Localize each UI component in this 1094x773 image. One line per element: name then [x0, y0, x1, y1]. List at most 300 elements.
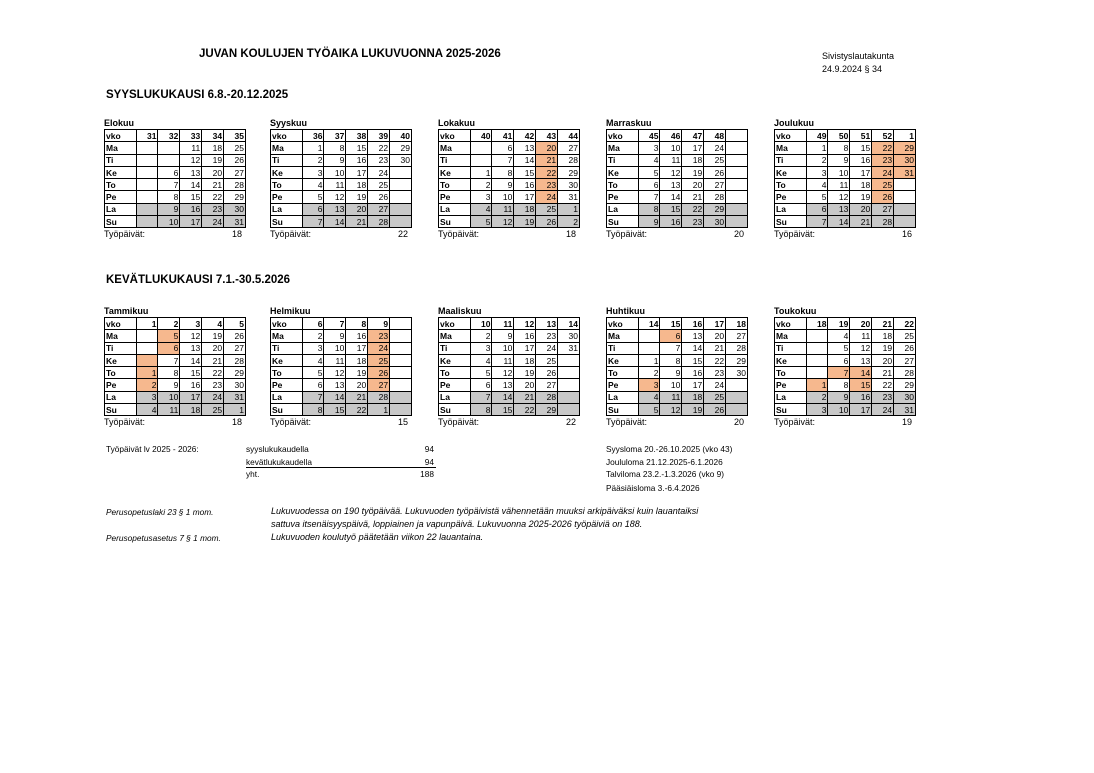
month-table: [104, 129, 246, 228]
day-cell: [806, 354, 828, 366]
week-number: 39: [368, 130, 390, 142]
day-cell: 9: [660, 367, 682, 379]
day-cell: 26: [368, 191, 390, 203]
day-label: Ti: [775, 154, 807, 166]
week-header-label: vko: [775, 318, 807, 330]
day-cell: 26: [224, 154, 246, 166]
day-cell: 8: [828, 142, 850, 154]
month-tammikuu: [104, 305, 246, 428]
day-cell: 17: [850, 166, 872, 178]
day-label: La: [439, 391, 471, 403]
day-row: [607, 391, 748, 403]
holiday-day-cell: 6: [158, 342, 180, 354]
day-cell: [136, 191, 158, 203]
day-cell: [806, 367, 828, 379]
week-header-label: vko: [105, 318, 137, 330]
note-text-1b: sattuva itsenäisyyspäivä, loppiainen ja vapunpäivä. Lukuvuonna 2025-2026 työpäiviä on 188.: [271, 519, 643, 529]
day-cell: 6: [302, 203, 324, 215]
day-cell: 22: [368, 142, 390, 154]
day-cell: 18: [514, 354, 536, 366]
day-cell: 7: [470, 391, 492, 403]
day-cell: 20: [346, 203, 368, 215]
day-cell: [558, 404, 580, 416]
day-cell: [390, 354, 412, 366]
day-cell: 21: [202, 354, 224, 366]
day-cell: 14: [660, 191, 682, 203]
day-cell: 3: [302, 342, 324, 354]
day-label: Ma: [607, 142, 639, 154]
day-label: Ke: [271, 354, 303, 366]
workdays-label: Työpäivät:: [104, 417, 146, 428]
day-cell: 24: [704, 142, 726, 154]
summary-label: Työpäivät lv 2025 - 2026:: [106, 444, 199, 454]
day-label: Ke: [271, 166, 303, 178]
day-cell: 8: [302, 404, 324, 416]
summary-autumn-label: syyslukukaudella: [246, 444, 309, 454]
day-cell: 21: [202, 179, 224, 191]
day-cell: 30: [558, 330, 580, 342]
day-row: [439, 191, 580, 203]
day-cell: 19: [346, 191, 368, 203]
holiday-day-cell: 2: [136, 379, 158, 391]
decision-date: 24.9.2024 § 34: [822, 64, 883, 74]
day-cell: 25: [224, 142, 246, 154]
day-row: [439, 166, 580, 178]
day-cell: 10: [492, 191, 514, 203]
day-label: La: [105, 391, 137, 403]
week-number: 40: [390, 130, 412, 142]
day-cell: 7: [302, 216, 324, 228]
day-cell: 1: [638, 354, 660, 366]
day-cell: 24: [536, 342, 558, 354]
day-cell: 3: [638, 142, 660, 154]
day-cell: 21: [346, 391, 368, 403]
day-cell: 28: [872, 216, 894, 228]
day-label: To: [105, 367, 137, 379]
workdays-label: Työpäivät:: [104, 229, 146, 240]
week-number: 42: [514, 130, 536, 142]
day-row: [439, 203, 580, 215]
week-number: 44: [558, 130, 580, 142]
workdays-label: Työpäivät:: [438, 417, 480, 428]
workdays-label: Työpäivät:: [774, 417, 816, 428]
day-cell: 14: [324, 391, 346, 403]
day-cell: 23: [368, 154, 390, 166]
day-cell: 29: [224, 191, 246, 203]
day-cell: 16: [660, 216, 682, 228]
day-cell: 15: [492, 404, 514, 416]
day-cell: 22: [514, 404, 536, 416]
day-cell: 19: [514, 216, 536, 228]
day-label: Pe: [105, 379, 137, 391]
day-row: [775, 367, 916, 379]
autumn-term-title: SYYSLUKUKAUSI 6.8.-20.12.2025: [106, 89, 289, 101]
day-cell: 21: [346, 216, 368, 228]
day-cell: 11: [492, 203, 514, 215]
day-row: [271, 191, 412, 203]
day-label: Su: [607, 216, 639, 228]
day-row: [271, 330, 412, 342]
day-row: [105, 142, 246, 154]
day-cell: [390, 404, 412, 416]
day-cell: 2: [470, 330, 492, 342]
note-text-1a: Lukuvuodessa on 190 työpäivää. Lukuvuoden työpäivistä vähennetään muuksi arkipäiväksi kuin lauantaiksi: [271, 506, 699, 516]
day-cell: 16: [346, 154, 368, 166]
week-number: 46: [660, 130, 682, 142]
day-label: Ti: [439, 342, 471, 354]
day-cell: 25: [536, 354, 558, 366]
day-cell: [638, 342, 660, 354]
day-cell: 29: [390, 142, 412, 154]
day-cell: 8: [638, 203, 660, 215]
day-cell: 4: [302, 354, 324, 366]
month-name: Huhtikuu: [606, 306, 645, 316]
holiday-day-cell: 5: [158, 330, 180, 342]
day-cell: 30: [558, 179, 580, 191]
holiday-day-cell: 24: [536, 191, 558, 203]
holiday-day-cell: 23: [368, 330, 390, 342]
day-row: [105, 179, 246, 191]
day-cell: 30: [704, 216, 726, 228]
day-cell: 25: [704, 391, 726, 403]
day-cell: 10: [324, 342, 346, 354]
day-cell: [136, 330, 158, 342]
day-cell: 9: [158, 379, 180, 391]
day-cell: [136, 216, 158, 228]
day-row: [271, 203, 412, 215]
workdays-count: 16: [901, 229, 912, 240]
day-cell: 28: [368, 216, 390, 228]
day-cell: 15: [180, 191, 202, 203]
day-row: [439, 154, 580, 166]
holiday-christmas: Joululoma 21.12.2025-6.1.2026: [606, 457, 723, 467]
day-label: Su: [105, 404, 137, 416]
day-row: [105, 203, 246, 215]
day-cell: 22: [346, 404, 368, 416]
day-cell: 14: [324, 216, 346, 228]
day-cell: 22: [704, 354, 726, 366]
day-cell: 10: [158, 391, 180, 403]
week-number: 8: [346, 318, 368, 330]
day-cell: 16: [514, 330, 536, 342]
day-cell: 8: [158, 191, 180, 203]
week-number: 37: [324, 130, 346, 142]
week-number: 31: [136, 130, 158, 142]
day-cell: 8: [492, 166, 514, 178]
week-number: 45: [638, 130, 660, 142]
day-cell: 27: [872, 203, 894, 215]
month-name: Toukokuu: [774, 306, 817, 316]
day-cell: 27: [224, 166, 246, 178]
month-toukokuu: [774, 305, 916, 428]
day-label: Su: [439, 216, 471, 228]
day-cell: 6: [638, 179, 660, 191]
day-cell: 22: [682, 203, 704, 215]
day-row: [439, 354, 580, 366]
day-cell: 28: [894, 367, 916, 379]
org-name: Sivistyslautakunta: [822, 51, 895, 61]
day-cell: 2: [638, 367, 660, 379]
day-cell: 11: [158, 404, 180, 416]
workdays-count: 19: [901, 417, 912, 428]
day-cell: 10: [828, 404, 850, 416]
day-cell: 17: [180, 391, 202, 403]
day-cell: 21: [704, 342, 726, 354]
day-row: [775, 191, 916, 203]
week-number: 35: [224, 130, 246, 142]
day-cell: 17: [514, 191, 536, 203]
day-cell: [136, 142, 158, 154]
month-table: [104, 317, 246, 416]
holiday-day-cell: 1: [136, 367, 158, 379]
note-law-2: Perusopetusasetus 7 § 1 mom.: [106, 533, 221, 543]
day-cell: 9: [492, 179, 514, 191]
day-label: La: [607, 391, 639, 403]
day-cell: [558, 391, 580, 403]
summary-total-label: yht.: [246, 469, 260, 479]
day-cell: 9: [324, 154, 346, 166]
spring-term-title: KEVÄTLUKUKAUSI 7.1.-30.5.2026: [106, 274, 291, 286]
day-cell: 26: [536, 216, 558, 228]
day-label: Ti: [607, 154, 639, 166]
day-cell: 4: [828, 330, 850, 342]
day-cell: 21: [872, 367, 894, 379]
day-label: To: [439, 367, 471, 379]
day-cell: 13: [660, 179, 682, 191]
day-row: [271, 166, 412, 178]
day-cell: 4: [136, 404, 158, 416]
summary-spring-value: 94: [424, 457, 434, 467]
day-cell: 26: [704, 166, 726, 178]
day-cell: 6: [492, 142, 514, 154]
month-name: Lokakuu: [438, 118, 476, 128]
day-cell: 3: [302, 166, 324, 178]
week-header-label: vko: [607, 318, 639, 330]
workdays-count: 18: [565, 229, 576, 240]
day-cell: 3: [136, 391, 158, 403]
day-cell: 15: [514, 166, 536, 178]
day-cell: 19: [346, 367, 368, 379]
month-name: Syyskuu: [270, 118, 308, 128]
day-label: Ke: [439, 354, 471, 366]
day-cell: 18: [202, 142, 224, 154]
day-cell: [726, 379, 748, 391]
day-row: [105, 330, 246, 342]
day-cell: 2: [302, 330, 324, 342]
workdays-count: 22: [565, 417, 576, 428]
workdays-count: 15: [397, 417, 408, 428]
week-number: 17: [704, 318, 726, 330]
day-cell: 8: [660, 354, 682, 366]
day-row: [271, 342, 412, 354]
day-cell: 18: [346, 354, 368, 366]
day-cell: 21: [514, 391, 536, 403]
day-cell: 16: [180, 203, 202, 215]
day-cell: 17: [682, 142, 704, 154]
week-header-label: vko: [439, 318, 471, 330]
week-number: 10: [470, 318, 492, 330]
day-cell: 5: [470, 367, 492, 379]
day-cell: 12: [324, 367, 346, 379]
day-cell: 17: [346, 342, 368, 354]
week-number: 21: [872, 318, 894, 330]
day-row: [775, 166, 916, 178]
day-cell: 15: [324, 404, 346, 416]
day-cell: 13: [324, 379, 346, 391]
week-header-label: vko: [439, 130, 471, 142]
week-number: 32: [158, 130, 180, 142]
week-number: 40: [470, 130, 492, 142]
workdays-count: 22: [397, 229, 408, 240]
holiday-autumn: Syysloma 20.-26.10.2025 (vko 43): [606, 444, 733, 454]
day-cell: 27: [368, 203, 390, 215]
day-row: [775, 216, 916, 228]
holiday-easter: Pääsiäisloma 3.-6.4.2026: [606, 483, 700, 493]
workdays-label: Työpäivät:: [438, 229, 480, 240]
day-cell: [390, 330, 412, 342]
day-cell: 29: [704, 203, 726, 215]
day-cell: 30: [726, 367, 748, 379]
day-cell: [806, 342, 828, 354]
day-cell: 16: [850, 391, 872, 403]
week-number: 9: [368, 318, 390, 330]
week-number: 14: [638, 318, 660, 330]
week-number: 4: [202, 318, 224, 330]
day-cell: 31: [224, 216, 246, 228]
month-name: Elokuu: [104, 118, 135, 128]
day-cell: 8: [324, 142, 346, 154]
page-title: JUVAN KOULUJEN TYÖAIKA LUKUVUONNA 2025-2026: [199, 48, 501, 60]
day-cell: 20: [346, 379, 368, 391]
day-cell: 25: [704, 154, 726, 166]
day-row: [607, 367, 748, 379]
day-row: [775, 354, 916, 366]
day-cell: 20: [872, 354, 894, 366]
note-law-1: Perusopetuslaki 23 § 1 mom.: [106, 507, 214, 517]
day-cell: 24: [872, 404, 894, 416]
workdays-label: Työpäivät:: [774, 229, 816, 240]
week-number: 43: [536, 130, 558, 142]
day-cell: 29: [536, 404, 558, 416]
day-row: [271, 379, 412, 391]
day-label: Pe: [105, 191, 137, 203]
day-cell: 17: [850, 404, 872, 416]
day-row: [271, 179, 412, 191]
day-cell: [390, 391, 412, 403]
day-row: [775, 391, 916, 403]
day-cell: 17: [180, 216, 202, 228]
day-label: Su: [775, 404, 807, 416]
month-maaliskuu: [438, 305, 580, 428]
holiday-day-cell: 23: [872, 154, 894, 166]
day-cell: 4: [806, 179, 828, 191]
summary-divider: [246, 467, 436, 468]
day-row: [439, 404, 580, 416]
month-lokakuu: [438, 117, 580, 240]
week-number: 49: [806, 130, 828, 142]
day-cell: [136, 342, 158, 354]
week-number: 14: [558, 318, 580, 330]
week-header-label: vko: [105, 130, 137, 142]
day-cell: [158, 154, 180, 166]
day-cell: 22: [872, 379, 894, 391]
day-label: Ke: [439, 166, 471, 178]
day-label: Ma: [439, 330, 471, 342]
holiday-day-cell: 21: [536, 154, 558, 166]
day-cell: 5: [302, 191, 324, 203]
day-row: [105, 404, 246, 416]
holiday-day-cell: 23: [536, 179, 558, 191]
week-header-label: vko: [775, 130, 807, 142]
day-cell: 23: [202, 203, 224, 215]
day-cell: 4: [470, 354, 492, 366]
day-cell: 31: [224, 391, 246, 403]
day-cell: [136, 203, 158, 215]
day-row: [105, 154, 246, 166]
day-cell: 29: [726, 354, 748, 366]
day-cell: [894, 191, 916, 203]
week-number: 38: [346, 130, 368, 142]
day-cell: 9: [638, 216, 660, 228]
month-elokuu: [104, 117, 246, 240]
day-cell: 26: [536, 367, 558, 379]
day-row: [271, 367, 412, 379]
day-label: La: [271, 203, 303, 215]
day-label: La: [607, 203, 639, 215]
day-cell: [726, 191, 748, 203]
workdays-label: Työpäivät:: [606, 229, 648, 240]
day-cell: 3: [470, 191, 492, 203]
week-number: 34: [202, 130, 224, 142]
day-cell: [390, 166, 412, 178]
day-cell: 2: [302, 154, 324, 166]
month-syyskuu: [270, 117, 412, 240]
day-cell: 7: [158, 179, 180, 191]
workdays-count: 20: [733, 417, 744, 428]
day-cell: 17: [682, 379, 704, 391]
day-cell: [158, 142, 180, 154]
day-cell: 26: [894, 342, 916, 354]
day-cell: [558, 354, 580, 366]
day-label: Su: [775, 216, 807, 228]
week-number: [726, 130, 748, 142]
week-header-label: vko: [271, 130, 303, 142]
day-cell: 10: [828, 166, 850, 178]
day-cell: 19: [202, 154, 224, 166]
day-cell: 6: [302, 379, 324, 391]
week-number: 5: [224, 318, 246, 330]
holiday-day-cell: 1: [806, 379, 828, 391]
day-cell: 3: [806, 404, 828, 416]
day-cell: 28: [224, 179, 246, 191]
day-label: Pe: [775, 191, 807, 203]
day-cell: 6: [470, 379, 492, 391]
holiday-day-cell: 20: [536, 142, 558, 154]
day-label: Ti: [439, 154, 471, 166]
day-cell: [726, 179, 748, 191]
holiday-day-cell: 30: [894, 154, 916, 166]
day-cell: 13: [828, 203, 850, 215]
day-cell: 2: [806, 391, 828, 403]
day-cell: 12: [850, 342, 872, 354]
day-cell: 1: [806, 142, 828, 154]
day-label: Pe: [775, 379, 807, 391]
day-label: Su: [271, 216, 303, 228]
day-cell: [390, 367, 412, 379]
month-table: [774, 129, 916, 228]
day-cell: 29: [558, 166, 580, 178]
day-cell: 2: [558, 216, 580, 228]
